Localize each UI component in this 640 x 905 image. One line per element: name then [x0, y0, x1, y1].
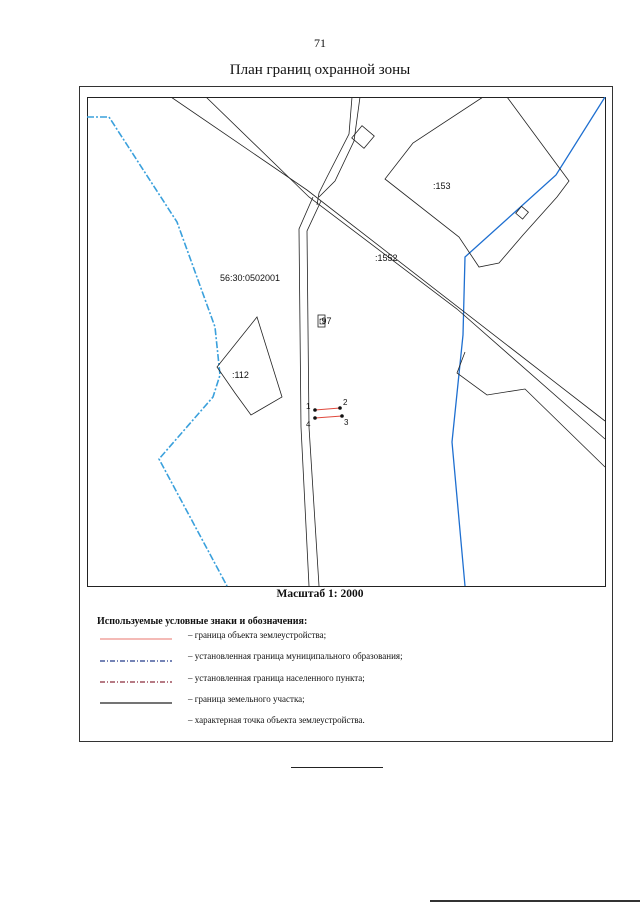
legend-item-object-boundary	[100, 630, 600, 644]
road-right-edge	[307, 201, 321, 586]
legend-item-parcel-boundary	[100, 694, 600, 708]
point-label-1: 1	[306, 402, 311, 411]
legend-text-object-boundary: – граница объекта землеустройства;	[188, 630, 327, 640]
municipal-boundary-line	[87, 117, 227, 586]
legend-swatch-object-boundary	[100, 630, 172, 642]
label-parcel-153: :153	[433, 181, 451, 191]
parcel-153-outline	[385, 97, 569, 267]
legend-swatch-municipal-boundary	[100, 651, 172, 663]
legend-swatch-settlement-boundary	[100, 673, 172, 685]
parcel-boundary-upper	[317, 97, 352, 205]
point-label-4: 4	[306, 420, 311, 429]
building-153	[516, 206, 529, 219]
legend-swatch-parcel-boundary	[100, 694, 172, 706]
legend-text-settlement-boundary: – установленная граница населенного пункта;	[188, 673, 365, 683]
legend-title: Используемые условные знаки и обозначения:	[97, 616, 308, 627]
map-scale: Масштаб 1: 2000	[276, 588, 364, 600]
legend-item-characteristic-point	[100, 715, 600, 729]
parcel-112-outline	[217, 317, 282, 415]
cadastral-map	[87, 97, 606, 587]
label-parcel-112: :112	[232, 370, 249, 380]
road-left-edge	[299, 197, 313, 586]
label-parcel-97: :97	[319, 316, 332, 326]
parcel-boundary-right	[457, 352, 605, 467]
legend-item-settlement-boundary	[100, 673, 600, 687]
point-label-2: 2	[343, 398, 348, 407]
legend-text-parcel-boundary: – граница земельного участка;	[188, 694, 305, 704]
page-title: План границ охранной зоны	[229, 62, 411, 78]
page-number: 71	[314, 36, 326, 50]
legend-text-municipal-boundary: – установленная граница муниципального образования;	[188, 651, 403, 661]
point-label-3: 3	[344, 418, 349, 427]
legend-item-municipal-boundary	[100, 651, 600, 665]
settlement-boundary-line	[452, 97, 605, 586]
point-2-marker	[338, 406, 342, 410]
scan-edge-line	[430, 900, 640, 902]
footer-separator	[291, 767, 383, 768]
parcel-boundary-upper-inner	[319, 97, 360, 197]
object-boundary-top	[315, 408, 340, 410]
object-boundary-bottom	[315, 416, 342, 418]
legend-swatch-characteristic-point	[100, 715, 172, 727]
label-cadastral-block: 56:30:0502001	[220, 273, 281, 283]
legend-text-characteristic-point: – характерная точка объекта землеустройства.	[188, 715, 365, 725]
label-parcel-1552: :1552	[375, 253, 398, 263]
map-frame	[88, 98, 606, 587]
point-1-marker	[313, 408, 317, 412]
point-4-marker	[313, 416, 317, 420]
building-top	[352, 126, 375, 149]
